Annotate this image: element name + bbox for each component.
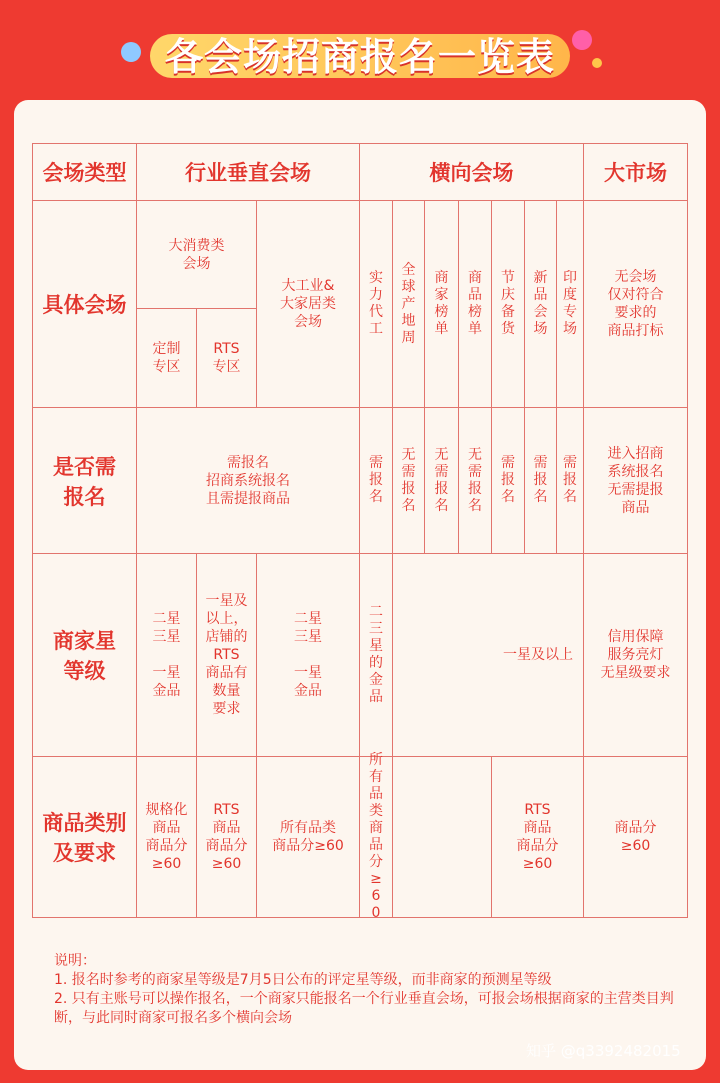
cell-h6 bbox=[525, 201, 556, 407]
cell-cat-market: 商品分 ≥60 bbox=[614, 820, 657, 854]
cell-h4 bbox=[459, 201, 491, 407]
cell-h5 bbox=[492, 201, 524, 407]
header-market: 大市场 bbox=[604, 161, 667, 185]
cell-cat-e: RTS 商品 商品分 ≥60 bbox=[516, 802, 559, 872]
watermark: 知乎 @q3392482015 bbox=[526, 1042, 681, 1060]
cell-h7 bbox=[557, 201, 583, 407]
page-title: 各会场招商报名一览表 bbox=[164, 35, 555, 79]
cell-signup-h2 bbox=[393, 408, 424, 553]
cell-star-a: 二星 三星 一星 金品 bbox=[152, 611, 181, 699]
notes bbox=[54, 952, 694, 1028]
cell-star-c: 二星 三星 一星 金品 bbox=[294, 611, 322, 699]
note-1: 1. 报名时参考的商家星等级是7月5日公布的评定星等级，而非商家的预测星等级 bbox=[54, 972, 552, 988]
cell-cat-d-text: 所有品类商品分≥60 bbox=[369, 752, 383, 921]
cell-consumer: 大消费类 会场 bbox=[168, 237, 225, 272]
cell-signup-h7 bbox=[557, 408, 583, 553]
cell-signup-h6-text: 需报名 bbox=[533, 455, 548, 505]
cell-h3-text: 商家榜单 bbox=[434, 270, 449, 337]
cell-signup-h3 bbox=[425, 408, 458, 553]
cell-star-d bbox=[360, 554, 392, 756]
cell-cat-b: RTS 商品 商品分 ≥60 bbox=[205, 802, 248, 872]
row-label-signup: 是否需 报名 bbox=[53, 454, 116, 509]
cell-market-venue: 无会场 仅对符合 要求的 商品打标 bbox=[607, 269, 664, 339]
cell-custom: 定制 专区 bbox=[152, 341, 181, 375]
cell-signup-h7-text: 需报名 bbox=[563, 455, 577, 505]
cell-signup-market: 进入招商 系统报名 无需提报 商品 bbox=[607, 445, 664, 516]
cell-signup-h6 bbox=[525, 408, 556, 553]
cell-signup-h4-text: 无需报名 bbox=[468, 446, 482, 514]
cell-rts: RTS 专区 bbox=[212, 341, 241, 375]
cell-industrial: 大工业& 大家居类 会场 bbox=[280, 278, 336, 330]
cell-h1 bbox=[360, 201, 392, 407]
row-label-star: 商家星 等级 bbox=[53, 629, 116, 683]
cell-h2 bbox=[393, 201, 424, 407]
header-venue-type: 会场类型 bbox=[42, 161, 127, 185]
cell-h1-text: 实力代工 bbox=[369, 270, 383, 337]
cell-cat-c: 所有品类 商品分≥60 bbox=[272, 820, 344, 854]
cell-signup-h2-text: 无需报名 bbox=[401, 446, 416, 514]
header-horizontal: 横向会场 bbox=[429, 161, 514, 185]
cell-star-b: 一星及 以上， 店铺的 RTS 商品有 数量 要求 bbox=[205, 593, 248, 717]
cell-h3 bbox=[425, 201, 458, 407]
cell-star-e: 一星及以上 bbox=[503, 647, 573, 663]
notes-title: 说明： bbox=[54, 953, 96, 969]
cell-signup-h1-text: 需报名 bbox=[369, 455, 383, 505]
cell-signup-h5 bbox=[492, 408, 524, 553]
cell-star-d-text: 二三星的金品 bbox=[369, 604, 383, 705]
cell-signup-h5-text: 需报名 bbox=[501, 455, 515, 505]
cell-h7-text: 印度专场 bbox=[563, 270, 577, 337]
row-label-category: 商品类别 及要求 bbox=[42, 811, 127, 865]
cell-cat-a: 规格化 商品 商品分 ≥60 bbox=[145, 802, 188, 872]
cell-star-market: 信用保障 服务亮灯 无星级要求 bbox=[600, 629, 671, 681]
cell-cat-d bbox=[360, 752, 392, 921]
cell-signup-vertical: 需报名 招商系统报名 且需提报商品 bbox=[206, 454, 290, 507]
row-label-venue: 具体会场 bbox=[42, 293, 127, 317]
cell-h6-text: 新品会场 bbox=[533, 270, 548, 337]
header-vertical: 行业垂直会场 bbox=[185, 161, 311, 185]
cell-signup-h3-text: 无需报名 bbox=[434, 446, 449, 514]
cell-signup-h1 bbox=[360, 408, 392, 553]
cell-signup-h4 bbox=[459, 408, 491, 553]
cell-h2-text: 全球产地周 bbox=[401, 261, 416, 346]
cell-h5-text: 节庆备货 bbox=[501, 270, 515, 337]
cell-h4-text: 商品榜单 bbox=[468, 270, 482, 337]
note-2: 2. 只有主账号可以操作报名，一个商家只能报名一个行业垂直会场，可报会场根据商家的主营类目判断，与此同时商家可报名多个横向会场 bbox=[54, 991, 674, 1026]
